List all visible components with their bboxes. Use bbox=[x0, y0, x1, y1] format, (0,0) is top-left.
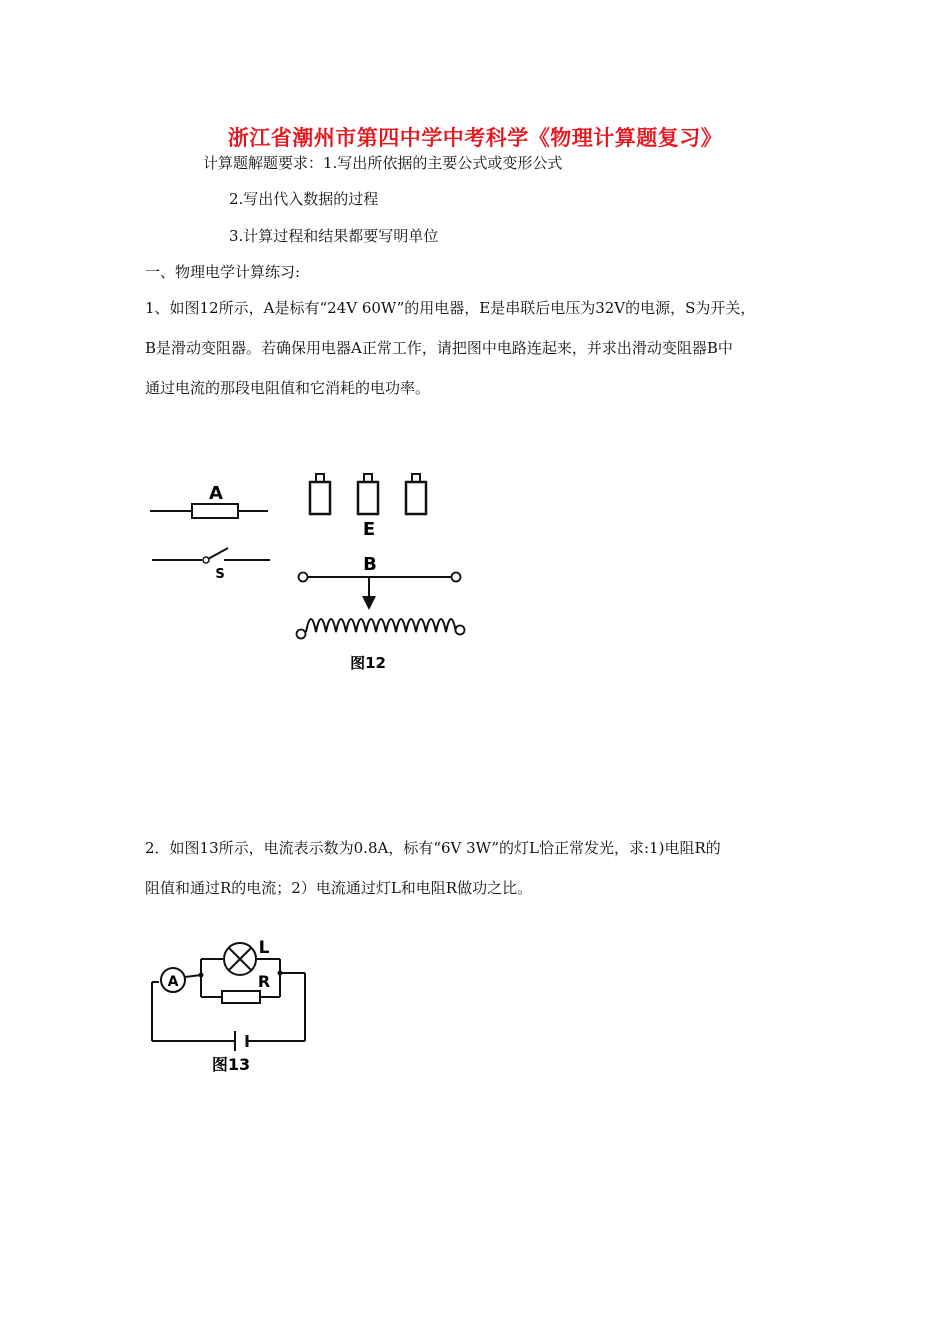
requirements-line-1: 计算题解题要求：1.写出所依据的主要公式或变形公式 bbox=[203, 154, 563, 172]
label-s: S bbox=[215, 567, 225, 582]
figure-12 bbox=[140, 462, 480, 677]
label-b: B bbox=[363, 554, 377, 575]
question-2-line-1: 2．如图13所示，电流表示数为0.8A，标有“6V 3W”的灯L恰正常发光，求:1)电阻R的 bbox=[145, 839, 721, 857]
figure-12-caption: 图12 bbox=[350, 654, 386, 672]
figure-13-caption: 图13 bbox=[211, 1055, 251, 1074]
rheostat-b bbox=[297, 554, 465, 639]
question-1-line-2: B是滑动变阻器。若确保用电器A正常工作，请把图中电路连起来，并求出滑动变阻器B中 bbox=[145, 339, 733, 357]
label-l: L bbox=[258, 938, 270, 958]
battery bbox=[235, 1031, 247, 1051]
label-e: E bbox=[362, 519, 376, 540]
resistor-r bbox=[222, 991, 260, 1003]
requirements-line-2: 2.写出代入数据的过程 bbox=[229, 190, 379, 208]
figure-13 bbox=[145, 935, 320, 1075]
question-1-line-3: 通过电流的那段电阻值和它消耗的电功率。 bbox=[145, 379, 431, 397]
requirements-line-3: 3.计算过程和结果都要写明单位 bbox=[229, 227, 439, 245]
lamp-l bbox=[224, 943, 256, 975]
label-r: R bbox=[257, 972, 271, 991]
ammeter bbox=[161, 968, 185, 992]
question-2-line-2: 阻值和通过R的电流；2）电流通过灯L和电阻R做功之比。 bbox=[145, 879, 533, 897]
label-a: A bbox=[209, 483, 223, 504]
label-ammeter: A bbox=[167, 974, 179, 990]
switch-s bbox=[152, 548, 270, 582]
appliance-a bbox=[150, 483, 268, 518]
section-heading: 一、物理电学计算练习: bbox=[145, 263, 301, 281]
document-title: 浙江省潮州市第四中学中考科学《物理计算题复习》 bbox=[227, 126, 723, 150]
battery-e bbox=[310, 474, 426, 540]
question-1-line-1: 1、如图12所示，A是标有“24V 60W”的用电器，E是串联后电压为32V的电源，S为开关， bbox=[145, 299, 756, 317]
